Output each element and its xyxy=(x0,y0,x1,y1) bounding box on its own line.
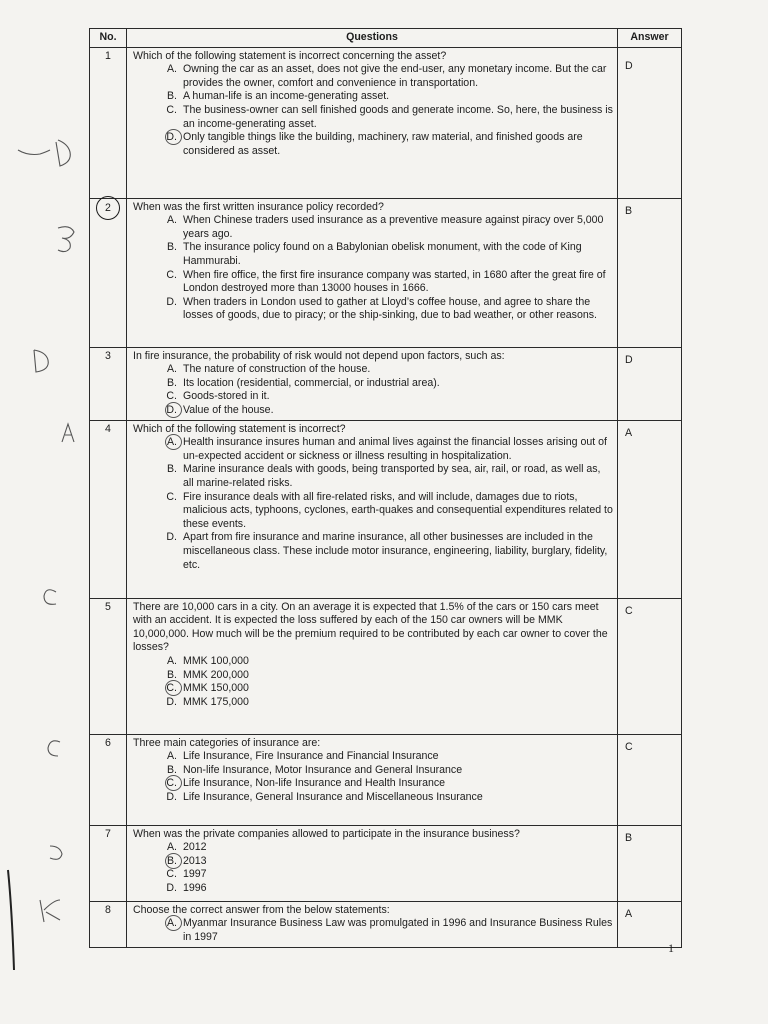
question-number: 6 xyxy=(90,734,127,825)
option-text: The business-owner can sell finished goods and generate income. So, here, the business is an income-generating asset. xyxy=(183,103,613,130)
option-item xyxy=(133,104,614,131)
option-letter: C. xyxy=(166,268,177,281)
question-row xyxy=(90,420,682,598)
question-row xyxy=(90,734,682,825)
option-item xyxy=(133,655,614,669)
option-text: The insurance policy found on a Babylonian obelisk monument, with the code of King Hammurabi. xyxy=(183,241,582,267)
option-text: When Chinese traders used insurance as a preventive measure against piracy over 5,000 years ago. xyxy=(183,214,604,240)
option-letter: A. xyxy=(166,750,177,763)
answer-cell: B xyxy=(618,198,682,347)
option-list xyxy=(133,750,614,804)
option-letter: B. xyxy=(166,90,177,103)
option-letter: D. xyxy=(166,881,177,894)
option-text: The nature of construction of the house. xyxy=(183,363,371,376)
option-letter: B. xyxy=(166,763,177,776)
option-item xyxy=(133,241,614,268)
option-text: Myanmar Insurance Business Law was promulgated in 1996 and Insurance Business Rules in 1997 xyxy=(183,917,613,943)
option-item xyxy=(133,363,614,377)
option-text: MMK 150,000 xyxy=(183,682,249,695)
option-item xyxy=(133,436,614,463)
question-stem: There are 10,000 cars in a city. On an average it is expected that 1.5% of the cars or 150 cars meet with an accident. It is expected the loss suffered by each of the 150 car owners will be MMK 10,000,000. How much will be the premium required to be contributed by each car owner to cover the losses? xyxy=(133,600,608,654)
option-text: Apart from fire insurance and marine insurance, all other businesses are included in the miscellaneous class. These include motor insurance, engineering, liability, burglary, fidelity, etc. xyxy=(183,531,608,571)
option-letter: B. xyxy=(166,376,177,389)
option-letter: A. xyxy=(166,214,177,227)
option-letter: A. xyxy=(166,363,177,376)
option-letter-circled: A. xyxy=(133,436,183,463)
option-text: 1996 xyxy=(183,881,207,894)
header-no: No. xyxy=(90,29,127,48)
option-item xyxy=(133,131,614,158)
option-item xyxy=(133,917,614,944)
option-text: Life Insurance, Fire Insurance and Financial Insurance xyxy=(183,750,439,763)
question-cell xyxy=(127,825,618,901)
option-item xyxy=(133,696,614,710)
option-letter-circled: C. xyxy=(133,682,183,696)
question-cell xyxy=(127,734,618,825)
question-stem: Three main categories of insurance are: xyxy=(133,736,321,749)
questions-table xyxy=(89,28,682,948)
option-text: A human-life is an income-generating asset. xyxy=(183,90,390,103)
answer-cell: C xyxy=(618,598,682,734)
option-item xyxy=(133,463,614,490)
question-row xyxy=(90,598,682,734)
option-letter: D. xyxy=(166,531,177,544)
question-cell xyxy=(127,347,618,420)
header-answer: Answer xyxy=(618,29,682,48)
question-number: 7 xyxy=(90,825,127,901)
margin-mark-d-q1 xyxy=(18,150,50,155)
question-number: 5 xyxy=(90,598,127,734)
option-item xyxy=(133,214,614,241)
option-text: Its location (residential, commercial, or industrial area). xyxy=(183,376,440,389)
option-letter: A. xyxy=(166,63,177,76)
option-text: 1997 xyxy=(183,868,207,881)
option-text: Owning the car as an asset, does not give the end-user, any monetary income. But the car provides the owner, comfort and convenience in transportation. xyxy=(183,63,607,89)
margin-mark-b-q2 xyxy=(58,227,74,252)
answer-cell: A xyxy=(618,901,682,947)
option-text: 2013 xyxy=(183,854,207,867)
option-item xyxy=(133,777,614,791)
option-item xyxy=(133,531,614,572)
page-number: 1 xyxy=(668,941,674,955)
question-number: 8 xyxy=(90,901,127,947)
question-stem: When was the private companies allowed to participate in the insurance business? xyxy=(133,827,520,840)
question-row xyxy=(90,825,682,901)
option-text: Health insurance insures human and animal lives against the financial losses arising out of un-expected accident or sickness or illness resulting in hospitalization. xyxy=(183,436,607,462)
option-text: Only tangible things like the building, machinery, raw material, and finished goods are considered as asset. xyxy=(183,131,583,157)
option-item xyxy=(133,855,614,869)
option-text: MMK 200,000 xyxy=(183,668,249,681)
question-cell xyxy=(127,598,618,734)
option-text: Value of the house. xyxy=(183,403,274,416)
option-text: MMK 100,000 xyxy=(183,654,249,667)
option-text: Life Insurance, General Insurance and Miscellaneous Insurance xyxy=(183,790,483,803)
option-text: Marine insurance deals with goods, being transported by sea, air, rail, or road, as well as, all marine-related risks. xyxy=(183,463,601,489)
option-letter-circled: A. xyxy=(133,917,183,944)
option-item xyxy=(133,491,614,532)
question-stem: Choose the correct answer from the below statements: xyxy=(133,903,390,916)
margin-mark-d-q1-letter xyxy=(56,140,70,166)
option-text: When traders in London used to gather at Lloyd’s coffee house, and agree to share the losses of goods, due to piracy; or the ship-sinking, due to bad weather, or other reasons. xyxy=(183,295,597,322)
option-letter: C. xyxy=(166,490,177,503)
option-text: Life Insurance, Non-life Insurance and Health Insurance xyxy=(183,777,446,790)
margin-mark-c-q5 xyxy=(44,590,56,605)
option-letter: B. xyxy=(166,463,177,476)
answer-cell: C xyxy=(618,734,682,825)
option-item xyxy=(133,791,614,805)
option-letter: C. xyxy=(166,390,177,403)
option-letter: A. xyxy=(166,654,177,667)
option-list xyxy=(133,363,614,417)
option-item xyxy=(133,868,614,882)
option-letter: C. xyxy=(166,868,177,881)
question-row xyxy=(90,47,682,198)
option-item xyxy=(133,882,614,896)
question-row xyxy=(90,347,682,420)
question-number-circled: 2 xyxy=(96,196,120,220)
option-letter: C. xyxy=(166,103,177,116)
question-number: 4 xyxy=(90,420,127,598)
option-list xyxy=(133,655,614,709)
option-text: When fire office, the first fire insurance company was started, in 1680 after the great fire of London destroyed more than 13000 houses in 1666. xyxy=(183,268,606,295)
question-stem: In fire insurance, the probability of risk would not depend upon factors, such as: xyxy=(133,349,505,362)
option-letter: D. xyxy=(166,695,177,708)
option-item xyxy=(133,764,614,778)
question-cell xyxy=(127,901,618,947)
option-letter-circled: D. xyxy=(133,131,183,158)
option-list xyxy=(133,841,614,895)
option-text: Goods-stored in it. xyxy=(183,390,270,403)
question-stem: When was the first written insurance policy recorded? xyxy=(133,200,384,213)
question-number: 1 xyxy=(90,47,127,198)
answer-cell: B xyxy=(618,825,682,901)
option-text: Non-life Insurance, Motor Insurance and General Insurance xyxy=(183,763,463,776)
margin-mark-d-q3 xyxy=(34,350,48,372)
margin-pen-stroke xyxy=(8,870,14,970)
question-cell xyxy=(127,420,618,598)
question-number: 3 xyxy=(90,347,127,420)
option-item xyxy=(133,90,614,104)
question-stem: Which of the following statement is incorrect? xyxy=(133,422,346,435)
answer-cell: D xyxy=(618,347,682,420)
table-header-row xyxy=(90,29,682,48)
option-letter-circled: B. xyxy=(133,855,183,869)
option-item xyxy=(133,377,614,391)
margin-mark-c-q6 xyxy=(48,741,60,756)
question-stem: Which of the following statement is incorrect concerning the asset? xyxy=(133,49,447,62)
option-item xyxy=(133,841,614,855)
option-item xyxy=(133,269,614,296)
option-text: 2012 xyxy=(183,841,207,854)
option-list xyxy=(133,214,614,323)
option-item xyxy=(133,750,614,764)
option-item xyxy=(133,404,614,418)
option-text: MMK 175,000 xyxy=(183,695,249,708)
option-item xyxy=(133,63,614,90)
option-item xyxy=(133,390,614,404)
option-item xyxy=(133,296,614,323)
option-letter: D. xyxy=(166,295,177,308)
option-item xyxy=(133,682,614,696)
option-letter: A. xyxy=(166,841,177,854)
option-letter: D. xyxy=(166,790,177,803)
handwritten-margin-notes xyxy=(0,0,90,1024)
option-list xyxy=(133,436,614,572)
header-questions: Questions xyxy=(127,29,618,48)
option-list xyxy=(133,917,614,944)
option-item xyxy=(133,669,614,683)
question-row xyxy=(90,198,682,347)
option-letter: B. xyxy=(166,668,177,681)
option-letter: B. xyxy=(166,241,177,254)
option-letter-circled: D. xyxy=(133,404,183,418)
question-row xyxy=(90,901,682,947)
answer-cell: D xyxy=(618,47,682,198)
option-text: Fire insurance deals with all fire-related risks, and will include, damages due to riots, malicious acts, typhoons, cyclones, earth-quakes and consequential expenditures related to these events. xyxy=(183,490,613,530)
question-number-cell xyxy=(90,198,127,347)
margin-mark-a-q4 xyxy=(62,424,74,442)
question-cell xyxy=(127,198,618,347)
margin-mark-b-q7 xyxy=(50,846,62,859)
option-list xyxy=(133,63,614,158)
answer-cell: A xyxy=(618,420,682,598)
option-letter-circled: C. xyxy=(133,777,183,791)
question-cell xyxy=(127,47,618,198)
margin-mark-a-q8 xyxy=(40,900,60,922)
